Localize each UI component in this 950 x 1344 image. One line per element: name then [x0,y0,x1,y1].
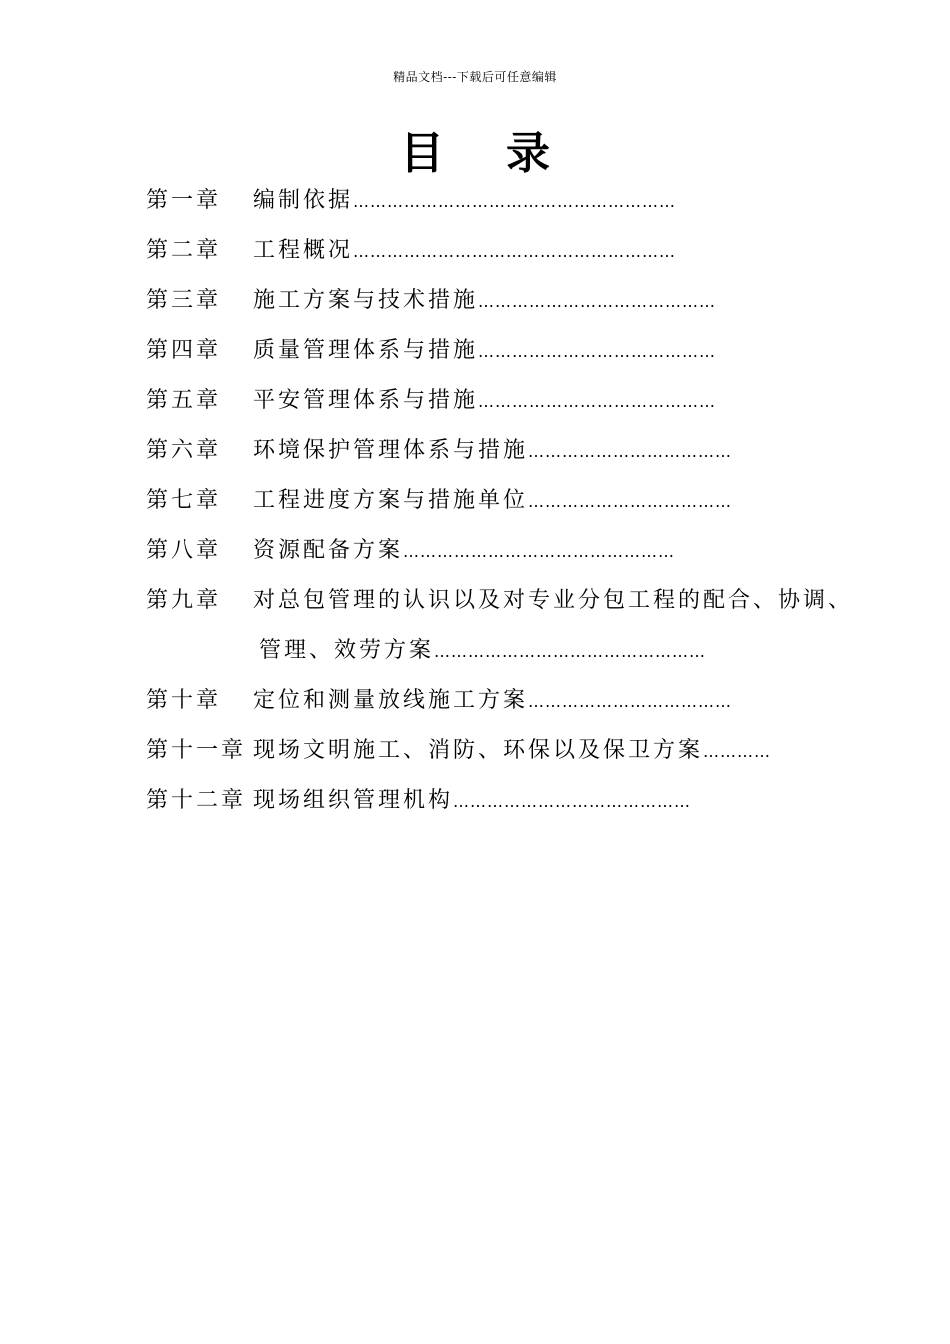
toc-title: 现场文明施工、消防、环保以及保卫方案 [253,738,704,763]
toc-entry-text [253,434,732,469]
toc-title: 施工方案与技术措施 [253,288,479,313]
toc-leader-dots: ………… [703,742,772,761]
toc-title: 平安管理体系与措施 [253,388,479,413]
title-char-1: 目 [400,128,444,179]
toc-leader-dots: ……………………………… [528,492,733,511]
toc-entry-text [253,584,853,619]
toc-entry-7[interactable] [146,484,846,534]
toc-leader-dots: …………………………………… [478,392,717,411]
title-char-2: 录 [506,128,550,179]
toc-chapter-label: 第五章 [146,388,222,413]
toc-entry-9-continued[interactable] [146,634,846,684]
toc-entry-10[interactable] [146,684,846,734]
page-title [0,126,950,182]
toc-entry-text [253,284,716,319]
toc-title: 现场组织管理机构 [253,788,454,813]
toc-chapter-label: 第一章 [146,188,222,213]
toc-entry-11[interactable] [146,734,846,784]
toc-leader-dots: ………………………………………………… [353,242,677,261]
toc-chapter-label: 第三章 [146,288,222,313]
toc-chapter-label: 第十二章 [146,788,247,813]
toc-entry-6[interactable] [146,434,846,484]
toc-entry-text [259,634,706,669]
toc-leader-dots: ………………………………………… [434,642,707,661]
toc-leader-dots: ……………………………… [528,692,733,711]
toc-title: 工程概况 [253,238,354,263]
toc-title: 环境保护管理体系与措施 [253,438,529,463]
toc-entry-4[interactable] [146,334,846,384]
toc-entry-text [253,234,676,269]
toc-chapter-label: 第八章 [146,538,222,563]
toc-chapter-label: 第十章 [146,688,222,713]
toc-chapter-label: 第四章 [146,338,222,363]
toc-entry-8[interactable] [146,534,846,584]
toc-chapter-label: 第七章 [146,488,222,513]
toc-leader-dots: ………………………………………………… [353,192,677,211]
toc-entry-12[interactable] [146,784,846,834]
toc-entry-5[interactable] [146,384,846,434]
toc-leader-dots: …………………………………… [453,792,692,811]
toc-entry-text [253,484,732,519]
toc-entry-text [253,734,771,769]
toc-leader-dots: ………………………………………… [403,542,676,561]
toc-title: 定位和测量放线施工方案 [253,688,529,713]
toc-entry-text [253,784,691,819]
toc-entry-1[interactable] [146,184,846,234]
toc-title: 管理、效劳方案 [259,638,435,663]
toc-title: 质量管理体系与措施 [253,338,479,363]
toc-leader-dots: …………………………………… [478,342,717,361]
toc-chapter-label: 第六章 [146,438,222,463]
toc-entry-3[interactable] [146,284,846,334]
toc-title: 对总包管理的认识以及对专业分包工程的配合、协调、 [253,588,854,613]
page-header: 精品文档---下载后可任意编辑 [393,70,557,84]
toc-entry-text [253,334,716,369]
toc-title: 工程进度方案与措施单位 [253,488,529,513]
toc-leader-dots: …………………………………… [478,292,717,311]
toc-title: 资源配备方案 [253,538,404,563]
toc-chapter-label: 第二章 [146,238,222,263]
toc-entry-text [253,534,675,569]
toc-entry-text [253,684,732,719]
toc-entry-text [253,384,716,419]
toc-leader-dots: ……………………………… [528,442,733,461]
toc-entry-2[interactable] [146,234,846,284]
toc-entry-9[interactable] [146,584,854,634]
toc-chapter-label: 第十一章 [146,738,247,763]
toc-title: 编制依据 [253,188,354,213]
table-of-contents [146,184,854,834]
toc-chapter-label: 第九章 [146,588,222,613]
toc-entry-text [253,184,676,219]
